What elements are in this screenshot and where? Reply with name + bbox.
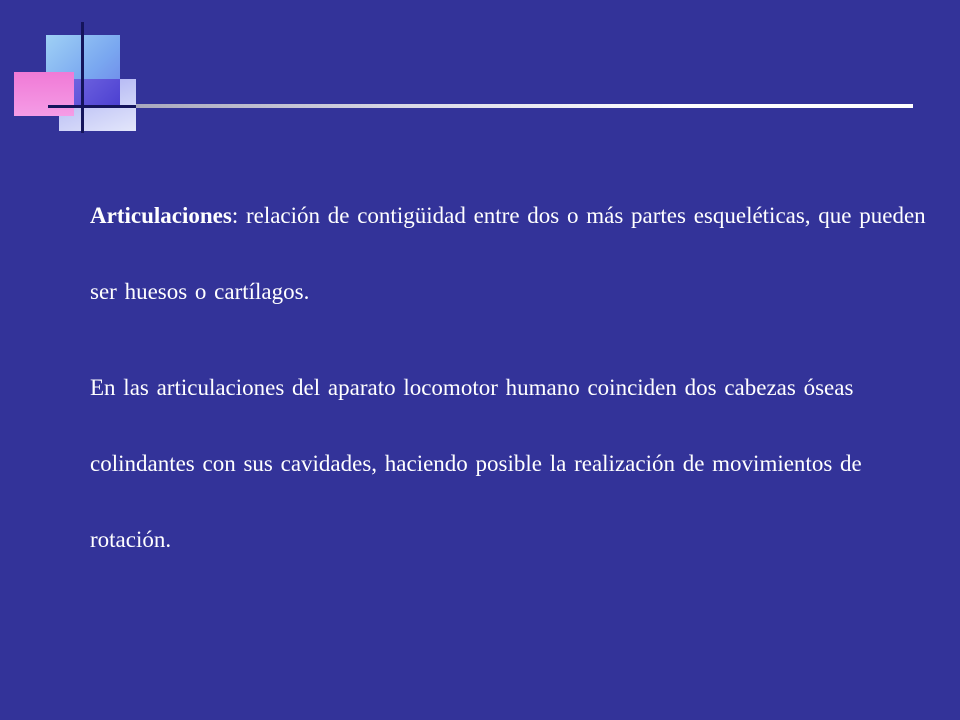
title-rule <box>136 104 913 108</box>
definition-text: : relación de contigüidad entre dos o más partes esqueléticas, que pueden ser huesos o cartílagos. <box>90 203 926 304</box>
definition-term: Articulaciones <box>90 203 232 228</box>
decorative-pink-square <box>14 72 74 116</box>
decorative-short-rule <box>48 105 138 108</box>
definition-paragraph <box>90 178 930 330</box>
decorative-vertical-line <box>81 22 84 133</box>
decorative-overlap-square <box>72 79 120 108</box>
description-paragraph: En las articulaciones del aparato locomotor humano coinciden dos cabezas óseas colindantes con sus cavidades, haciendo posible la realización de movimientos de rotación. <box>90 375 862 552</box>
